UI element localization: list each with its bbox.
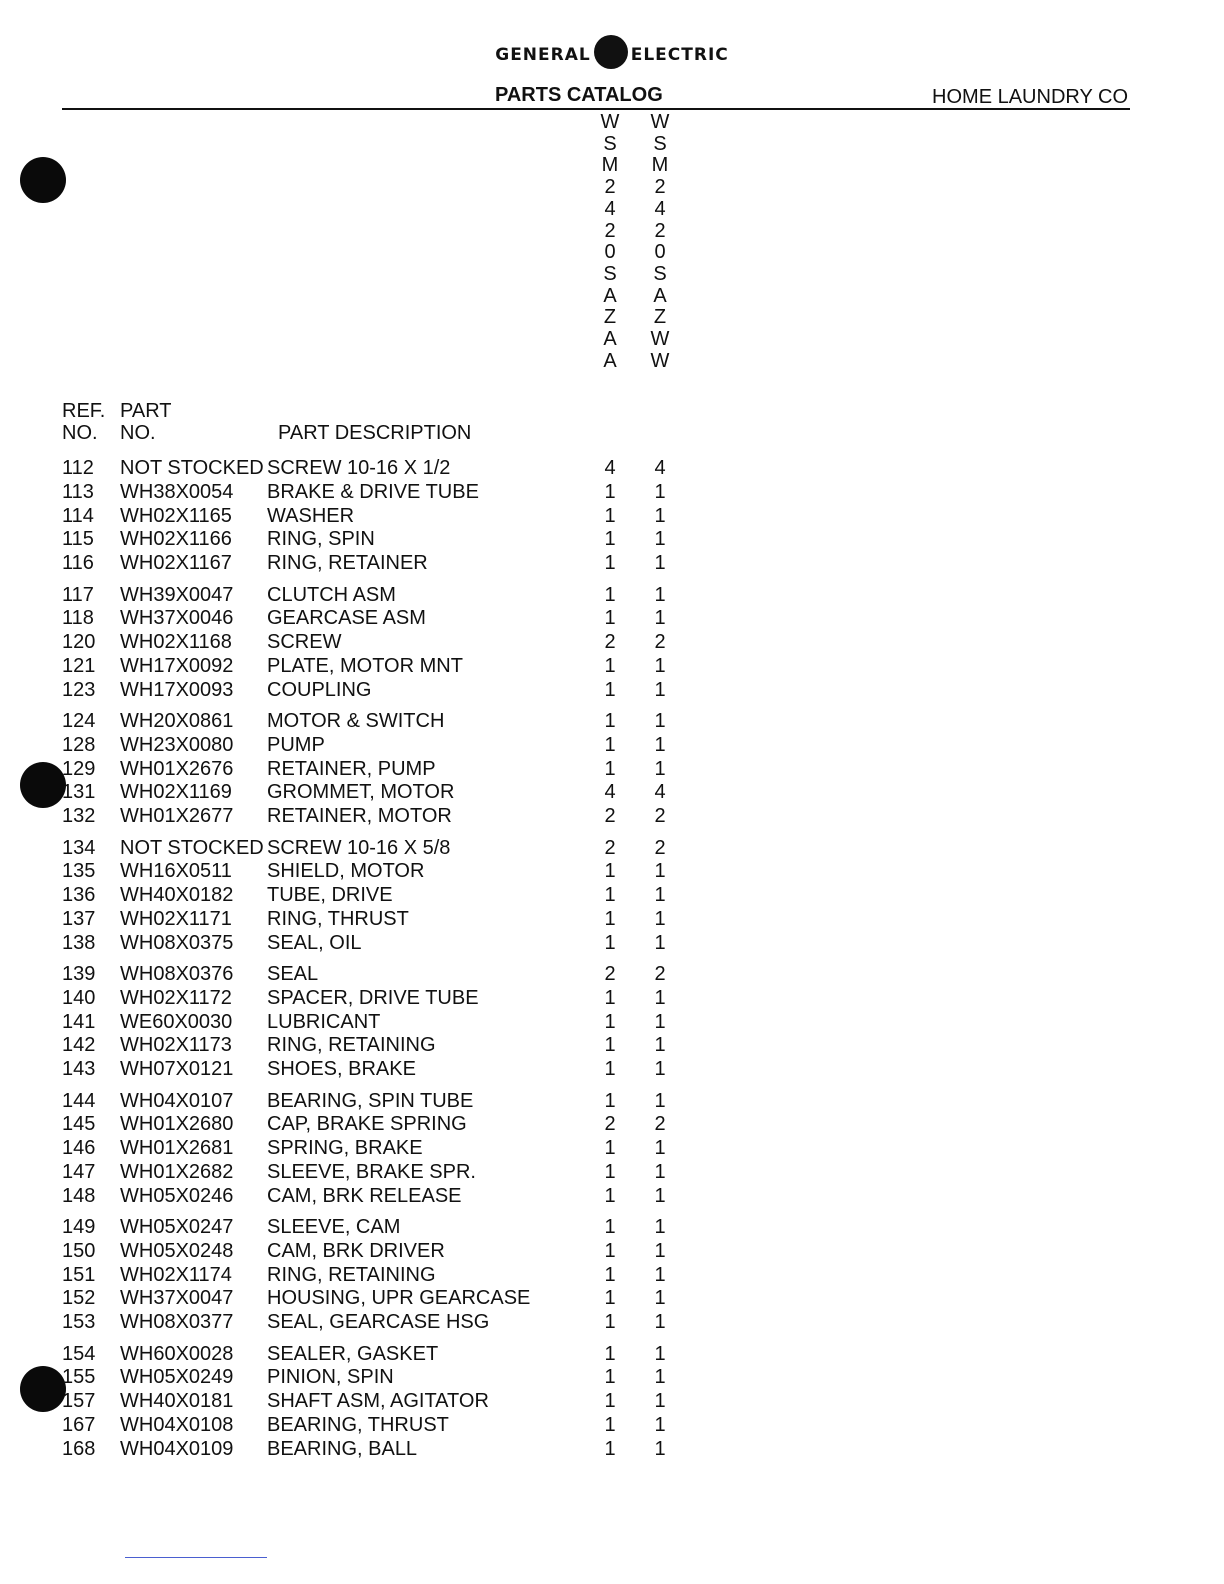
part-no: WH02X1172 (120, 986, 232, 1009)
part-description: SEAL (267, 963, 319, 985)
table-row (0, 457, 1224, 481)
ref-no: 138 (62, 931, 96, 954)
table-row (0, 631, 1224, 655)
qty-model-2: 1 (654, 480, 666, 503)
part-no: WH08X0377 (120, 1311, 234, 1334)
qty-model-2: 2 (654, 836, 666, 859)
part-no: WH17X0092 (120, 654, 234, 677)
model-char: S (603, 132, 617, 155)
ref-no: 152 (62, 1287, 96, 1310)
table-row (0, 1438, 1224, 1462)
ref-no: 128 (62, 733, 96, 756)
qty-model-2: 1 (654, 1058, 666, 1081)
ge-monogram-icon (594, 35, 628, 69)
part-no: WH02X1168 (120, 631, 232, 654)
model-column-2 (648, 112, 672, 372)
qty-model-2: 1 (654, 757, 666, 780)
qty-model-2: 1 (654, 607, 666, 630)
part-no: WH40X0182 (120, 884, 234, 907)
qty-model-1: 1 (604, 528, 616, 551)
ref-no: 149 (62, 1216, 96, 1238)
qty-model-1: 1 (604, 1366, 616, 1389)
table-row (0, 1137, 1224, 1161)
model-char: W (650, 111, 670, 133)
qty-model-2: 2 (654, 963, 666, 985)
model-char: A (603, 328, 617, 351)
table-row (0, 481, 1224, 505)
ref-no: 114 (62, 504, 94, 527)
qty-model-2: 1 (654, 1263, 666, 1286)
qty-model-2: 1 (654, 1010, 666, 1033)
part-header-line2: NO. (120, 422, 156, 444)
part-no: WH07X0121 (120, 1058, 234, 1081)
brand-right: ELECTRIC (630, 45, 729, 65)
table-row (0, 1090, 1224, 1114)
ref-no: 143 (62, 1058, 96, 1081)
qty-model-2: 2 (654, 805, 666, 828)
model-char: 2 (604, 176, 616, 199)
part-no: WH37X0047 (120, 1287, 234, 1310)
table-row (0, 805, 1224, 829)
ref-no: 157 (62, 1390, 96, 1413)
qty-model-2: 1 (654, 986, 666, 1009)
model-char: A (603, 349, 617, 372)
qty-model-1: 2 (604, 631, 616, 654)
part-no: WH05X0248 (120, 1239, 234, 1262)
table-row (0, 1034, 1224, 1058)
part-description: SLEEVE, BRAKE SPR. (267, 1160, 476, 1183)
ref-no: 140 (62, 986, 96, 1009)
qty-model-1: 1 (604, 1413, 616, 1436)
table-row (0, 932, 1224, 956)
table-row (0, 1216, 1224, 1240)
part-description: CAM, BRK DRIVER (267, 1239, 445, 1262)
part-no: WH08X0376 (120, 963, 234, 985)
model-char: 0 (604, 241, 616, 264)
ref-no: 168 (62, 1437, 96, 1460)
qty-model-1: 1 (604, 583, 616, 606)
binder-hole-top (20, 157, 66, 203)
table-row (0, 1390, 1224, 1414)
qty-model-1: 1 (604, 1058, 616, 1081)
part-no: WH02X1174 (120, 1263, 232, 1286)
qty-model-1: 4 (604, 457, 616, 479)
qty-model-1: 1 (604, 678, 616, 701)
table-row (0, 734, 1224, 758)
model-char: S (603, 262, 617, 285)
model-column-1 (598, 112, 622, 372)
part-no: WH04X0107 (120, 1089, 234, 1112)
qty-model-1: 1 (604, 552, 616, 575)
table-row (0, 710, 1224, 734)
table-row (0, 679, 1224, 703)
part-description: SHAFT ASM, AGITATOR (267, 1390, 489, 1413)
part-description: HOUSING, UPR GEARCASE (267, 1287, 531, 1310)
qty-model-2: 1 (654, 1413, 666, 1436)
part-description: TUBE, DRIVE (267, 884, 393, 907)
ref-no: 155 (62, 1366, 96, 1389)
qty-model-2: 4 (654, 457, 666, 479)
table-row (0, 908, 1224, 932)
part-description: SHOES, BRAKE (267, 1058, 416, 1081)
ref-no: 116 (62, 552, 94, 575)
table-row (0, 1113, 1224, 1137)
table-row (0, 987, 1224, 1011)
qty-model-2: 1 (654, 504, 666, 527)
part-description: SEALER, GASKET (267, 1342, 439, 1365)
qty-model-2: 1 (654, 1089, 666, 1112)
part-description: RING, THRUST (267, 907, 409, 930)
part-description: SHIELD, MOTOR (267, 860, 425, 883)
qty-model-1: 1 (604, 1216, 616, 1238)
ref-no: 129 (62, 757, 96, 780)
table-row (0, 505, 1224, 529)
ref-no: 136 (62, 884, 96, 907)
part-no: WH20X0861 (120, 710, 234, 732)
model-char: W (650, 349, 670, 372)
qty-model-2: 1 (654, 678, 666, 701)
part-no: WH02X1171 (120, 907, 232, 930)
table-row (0, 1264, 1224, 1288)
qty-model-2: 1 (654, 552, 666, 575)
part-no: WH40X0181 (120, 1390, 234, 1413)
part-no: WH02X1165 (120, 504, 232, 527)
qty-model-2: 1 (654, 884, 666, 907)
qty-model-1: 2 (604, 963, 616, 985)
qty-model-1: 2 (604, 1113, 616, 1136)
part-description: SCREW (267, 631, 342, 654)
qty-model-1: 1 (604, 1342, 616, 1365)
ref-no: 144 (62, 1089, 96, 1112)
ref-no: 150 (62, 1239, 96, 1262)
part-no: WH05X0249 (120, 1366, 234, 1389)
model-char: M (651, 154, 669, 177)
ref-no: 135 (62, 860, 96, 883)
part-no: WH05X0247 (120, 1216, 234, 1238)
qty-model-1: 1 (604, 1239, 616, 1262)
part-description: GROMMET, MOTOR (267, 781, 455, 804)
table-row (0, 1185, 1224, 1209)
part-no: WH02X1169 (120, 781, 232, 804)
table-row (0, 837, 1224, 861)
ref-no: 137 (62, 907, 96, 930)
qty-model-2: 4 (654, 781, 666, 804)
part-description: LUBRICANT (267, 1010, 381, 1033)
model-char: M (601, 154, 619, 177)
part-no: WH02X1167 (120, 552, 232, 575)
ref-no: 147 (62, 1160, 96, 1183)
part-description: SLEEVE, CAM (267, 1216, 401, 1238)
qty-model-1: 1 (604, 931, 616, 954)
footer-line (125, 1557, 267, 1558)
ref-no: 154 (62, 1342, 96, 1365)
part-description: RING, SPIN (267, 528, 375, 551)
ref-no: 148 (62, 1184, 96, 1207)
model-char: 4 (654, 197, 666, 220)
qty-model-2: 1 (654, 907, 666, 930)
qty-model-1: 1 (604, 884, 616, 907)
ref-no: 151 (62, 1263, 96, 1286)
table-row (0, 607, 1224, 631)
qty-model-2: 1 (654, 1239, 666, 1262)
part-description: CAM, BRK RELEASE (267, 1184, 462, 1207)
qty-model-1: 1 (604, 860, 616, 883)
brand-logo (0, 38, 1224, 72)
qty-model-1: 1 (604, 1437, 616, 1460)
ref-no: 142 (62, 1034, 96, 1057)
qty-model-1: 1 (604, 1311, 616, 1334)
part-description: BEARING, SPIN TUBE (267, 1089, 474, 1112)
part-description: BEARING, BALL (267, 1437, 418, 1460)
part-no: WH23X0080 (120, 733, 234, 756)
part-description: WASHER (267, 504, 355, 527)
table-row (0, 1366, 1224, 1390)
part-description: PLATE, MOTOR MNT (267, 654, 463, 677)
ref-no: 132 (62, 805, 96, 828)
part-description: SCREW 10-16 X 5/8 (267, 836, 451, 859)
qty-model-2: 1 (654, 1216, 666, 1238)
qty-model-2: 1 (654, 860, 666, 883)
table-row (0, 1311, 1224, 1335)
qty-model-2: 1 (654, 1342, 666, 1365)
part-description: RETAINER, MOTOR (267, 805, 452, 828)
qty-model-2: 1 (654, 931, 666, 954)
ref-no: 120 (62, 631, 96, 654)
part-description: SEAL, OIL (267, 931, 362, 954)
model-char: 4 (604, 197, 616, 220)
model-char: A (603, 284, 617, 307)
model-char: W (650, 328, 670, 351)
ref-no: 167 (62, 1413, 96, 1436)
qty-model-2: 2 (654, 631, 666, 654)
model-char: S (653, 132, 667, 155)
part-no: WH01X2676 (120, 757, 234, 780)
part-header-line1: PART (120, 400, 172, 422)
part-no: WH01X2680 (120, 1113, 234, 1136)
part-description: MOTOR & SWITCH (267, 710, 445, 732)
model-char: 2 (654, 176, 666, 199)
part-description: RING, RETAINING (267, 1034, 436, 1057)
table-row (0, 655, 1224, 679)
ref-no: 146 (62, 1137, 96, 1160)
qty-model-2: 1 (654, 1034, 666, 1057)
part-no: WH01X2677 (120, 805, 234, 828)
ref-no: 118 (62, 607, 94, 630)
table-row (0, 860, 1224, 884)
part-description: COUPLING (267, 678, 372, 701)
ref-no: 141 (62, 1010, 96, 1033)
qty-model-1: 4 (604, 781, 616, 804)
qty-model-1: 1 (604, 1287, 616, 1310)
table-row (0, 1414, 1224, 1438)
part-no: WH02X1173 (120, 1034, 232, 1057)
qty-model-2: 1 (654, 1311, 666, 1334)
qty-model-2: 1 (654, 1437, 666, 1460)
qty-model-2: 1 (654, 1287, 666, 1310)
qty-model-1: 1 (604, 607, 616, 630)
table-row (0, 758, 1224, 782)
qty-model-1: 1 (604, 654, 616, 677)
qty-model-1: 2 (604, 805, 616, 828)
model-char: W (600, 111, 620, 133)
ref-no: 134 (62, 836, 96, 859)
table-row (0, 884, 1224, 908)
part-no: WH37X0046 (120, 607, 234, 630)
header-rule (62, 108, 1130, 110)
part-description: BRAKE & DRIVE TUBE (267, 480, 479, 503)
qty-model-1: 1 (604, 1390, 616, 1413)
part-no: WH04X0109 (120, 1437, 234, 1460)
table-row (0, 1058, 1224, 1082)
qty-model-2: 1 (654, 583, 666, 606)
table-row (0, 1343, 1224, 1367)
qty-model-2: 1 (654, 1184, 666, 1207)
part-description: RING, RETAINING (267, 1263, 436, 1286)
table-row (0, 1161, 1224, 1185)
qty-model-1: 1 (604, 1089, 616, 1112)
table-row (0, 552, 1224, 576)
model-char: 2 (654, 219, 666, 242)
ref-no: 153 (62, 1311, 96, 1334)
qty-model-1: 1 (604, 757, 616, 780)
model-char: Z (603, 306, 617, 329)
part-no: WE60X0030 (120, 1010, 233, 1033)
part-description: CLUTCH ASM (267, 583, 396, 606)
qty-model-1: 1 (604, 710, 616, 732)
table-row (0, 1287, 1224, 1311)
ref-no: 131 (62, 781, 96, 804)
qty-model-1: 1 (604, 986, 616, 1009)
part-no: WH05X0246 (120, 1184, 234, 1207)
part-description: SEAL, GEARCASE HSG (267, 1311, 490, 1334)
table-row (0, 528, 1224, 552)
part-no: WH17X0093 (120, 678, 234, 701)
part-no: WH01X2682 (120, 1160, 234, 1183)
part-no: WH08X0375 (120, 931, 234, 954)
qty-model-2: 1 (654, 710, 666, 732)
brand-left: GENERAL (495, 45, 591, 65)
ref-no: 117 (62, 583, 94, 606)
part-description: SCREW 10-16 X 1/2 (267, 457, 451, 479)
catalog-title: PARTS CATALOG (495, 84, 663, 106)
model-char: A (653, 284, 667, 307)
model-char: S (653, 262, 667, 285)
part-no: WH16X0511 (120, 860, 232, 883)
ref-header-line1: REF. (62, 400, 106, 422)
model-char: 0 (654, 241, 666, 264)
part-no: NOT STOCKED (120, 457, 264, 479)
model-char: Z (653, 306, 667, 329)
part-description: PUMP (267, 733, 325, 756)
ref-no: 124 (62, 710, 96, 732)
company-name: HOME LAUNDRY CO (932, 86, 1128, 108)
part-description: GEARCASE ASM (267, 607, 426, 630)
table-row (0, 1011, 1224, 1035)
qty-model-1: 1 (604, 1034, 616, 1057)
table-row (0, 781, 1224, 805)
part-description: SPRING, BRAKE (267, 1137, 423, 1160)
qty-model-1: 1 (604, 907, 616, 930)
qty-model-1: 1 (604, 733, 616, 756)
qty-model-1: 1 (604, 1263, 616, 1286)
ref-no: 139 (62, 963, 96, 985)
part-no: WH01X2681 (120, 1137, 234, 1160)
qty-model-1: 1 (604, 1184, 616, 1207)
qty-model-2: 1 (654, 1390, 666, 1413)
table-row (0, 963, 1224, 987)
qty-model-1: 1 (604, 1010, 616, 1033)
description-header: PART DESCRIPTION (278, 422, 472, 444)
qty-model-2: 2 (654, 1113, 666, 1136)
qty-model-1: 1 (604, 1137, 616, 1160)
part-no: WH39X0047 (120, 583, 234, 606)
qty-model-1: 1 (604, 504, 616, 527)
part-description: PINION, SPIN (267, 1366, 394, 1389)
table-row (0, 1240, 1224, 1264)
part-description: SPACER, DRIVE TUBE (267, 986, 479, 1009)
ref-no: 121 (62, 654, 96, 677)
qty-model-2: 1 (654, 654, 666, 677)
qty-model-2: 1 (654, 733, 666, 756)
part-description: RING, RETAINER (267, 552, 428, 575)
ref-no: 123 (62, 678, 96, 701)
qty-model-2: 1 (654, 1137, 666, 1160)
qty-model-2: 1 (654, 1160, 666, 1183)
qty-model-2: 1 (654, 528, 666, 551)
part-description: BEARING, THRUST (267, 1413, 449, 1436)
part-no: WH02X1166 (120, 528, 232, 551)
part-no: NOT STOCKED (120, 836, 264, 859)
table-row (0, 584, 1224, 608)
part-no: WH04X0108 (120, 1413, 234, 1436)
qty-model-1: 1 (604, 1160, 616, 1183)
ref-no: 145 (62, 1113, 96, 1136)
ref-no: 115 (62, 528, 94, 551)
part-description: CAP, BRAKE SPRING (267, 1113, 467, 1136)
ref-no: 112 (62, 457, 94, 479)
model-char: 2 (604, 219, 616, 242)
part-no: WH60X0028 (120, 1342, 234, 1365)
qty-model-2: 1 (654, 1366, 666, 1389)
qty-model-1: 1 (604, 480, 616, 503)
ref-header-line2: NO. (62, 422, 98, 444)
ref-no: 113 (62, 480, 94, 503)
qty-model-1: 2 (604, 836, 616, 859)
part-description: RETAINER, PUMP (267, 757, 436, 780)
part-no: WH38X0054 (120, 480, 234, 503)
